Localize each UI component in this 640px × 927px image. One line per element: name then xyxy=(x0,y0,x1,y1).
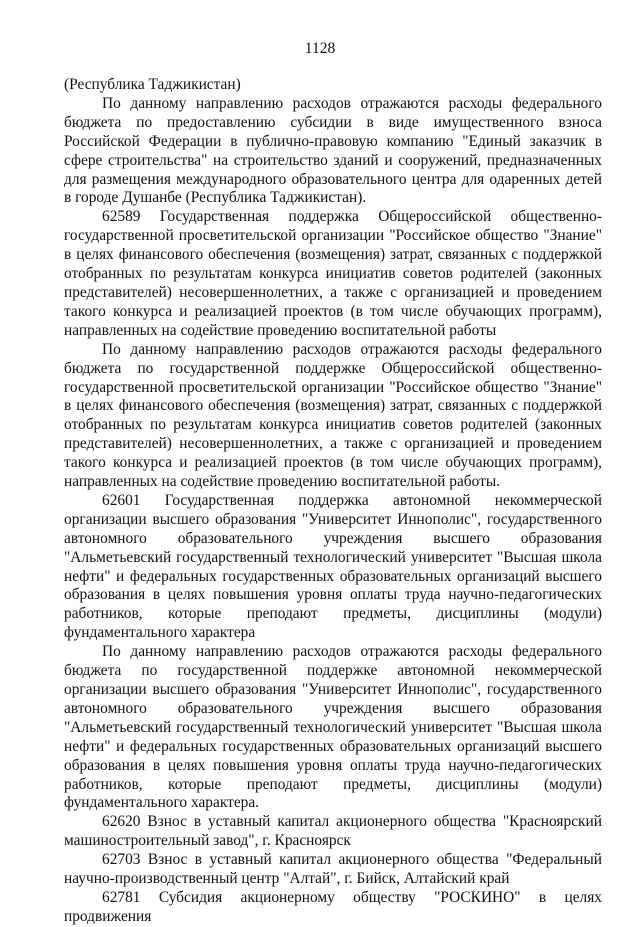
budget-code-title: Взнос в уставный капитал акционерного общества "Красноярский машиностроительный завод", г. Красноярск xyxy=(64,813,602,850)
budget-code-entry xyxy=(64,889,602,927)
paragraph-text: (Республика Таджикистан) xyxy=(64,76,241,93)
paragraph-text: По данному направлению расходов отражаются расходы федерального бюджета по предоставлению субсидии в виде имущественного взноса Российской Федерации в публично-правовую компанию "Единый заказчик в сфере строительства" на строительство зданий и сооружений, предназначенных для размещения международного образовательного центра для одаренных детей в городе Душанбе (Республика Таджикистан). xyxy=(64,94,602,207)
budget-code-entry xyxy=(64,813,602,851)
paragraph-text: По данному направлению расходов отражаются расходы федерального бюджета по государственной поддержке автономной некоммерческой организации высшего образования "Университет Иннополис", государственного автономного образовательного учреждения высшего образования "Альметьевский государственный технологический университет "Высшая школа нефти" и федеральных государственных образовательных организаций высшего образования в целях повышения уровня оплаты труда научно-педагогических работников, которые преподают предметы, дисциплины (модули) фундаментального характера. xyxy=(64,643,602,812)
budget-code: 62703 xyxy=(102,851,141,869)
budget-code: 62620 xyxy=(102,813,141,831)
paragraph-text: По данному направлению расходов отражаются расходы федерального бюджета по государственной поддержке Общероссийской общественно-государственной просветительской организации "Российское общество "Знание" в целях финансового обеспечения (возмещения) затрат, связанных с поддержкой отобранных по результатам конкурса инициатив советов родителей (законных представителей) несовершеннолетних, а также с организацией и проведением такого конкурса и реализацией проектов (в том числе обучающих программ), направленных на содействие проведению воспитательной работы. xyxy=(64,340,602,491)
budget-code: 62781 xyxy=(102,888,141,906)
page-number: 1128 xyxy=(304,40,336,57)
document-body xyxy=(64,76,602,927)
budget-code-title: Взнос в уставный капитал акционерного общества "Федеральный научно-производственный центр "Алтай", г. Бийск, Алтайский край xyxy=(64,851,602,888)
budget-code-title: Государственная поддержка Общероссийской общественно-государственной просветительской организации "Российское общество "Знание" в целях финансового обеспечения (возмещения) затрат, связанных с поддержкой отобранных по результатам конкурса инициатив советов родителей (законных представителей) несовершеннолетних, а также с организацией и проведением такого конкурса и реализацией проектов (в том числе обучающих программ), направленных на содействие проведению воспитательной работы xyxy=(64,208,602,339)
budget-code-entry xyxy=(64,208,602,340)
paragraph-description xyxy=(64,643,602,813)
paragraph-description xyxy=(64,341,602,492)
budget-code-title: Государственная поддержка автономной некоммерческой организации высшего образования "Университет Иннополис", государственного автономного образовательного учреждения высшего образования "Альметьевский государственный технологический университет "Высшая школа нефти" и федеральных государственных образовательных организаций высшего образования в целях повышения уровня оплаты труда научно-педагогических работников, которые преподают предметы, дисциплины (модули) фундаментального характера xyxy=(64,491,602,642)
budget-code: 62601 xyxy=(102,491,141,509)
budget-code-title: Субсидия акционерному обществу "РОСКИНО" в целях продвижения xyxy=(64,888,602,925)
paragraph-continuation xyxy=(64,76,602,95)
budget-code: 62589 xyxy=(102,208,141,226)
budget-code-entry xyxy=(64,492,602,643)
paragraph-description xyxy=(64,95,602,208)
budget-code-entry xyxy=(64,851,602,889)
